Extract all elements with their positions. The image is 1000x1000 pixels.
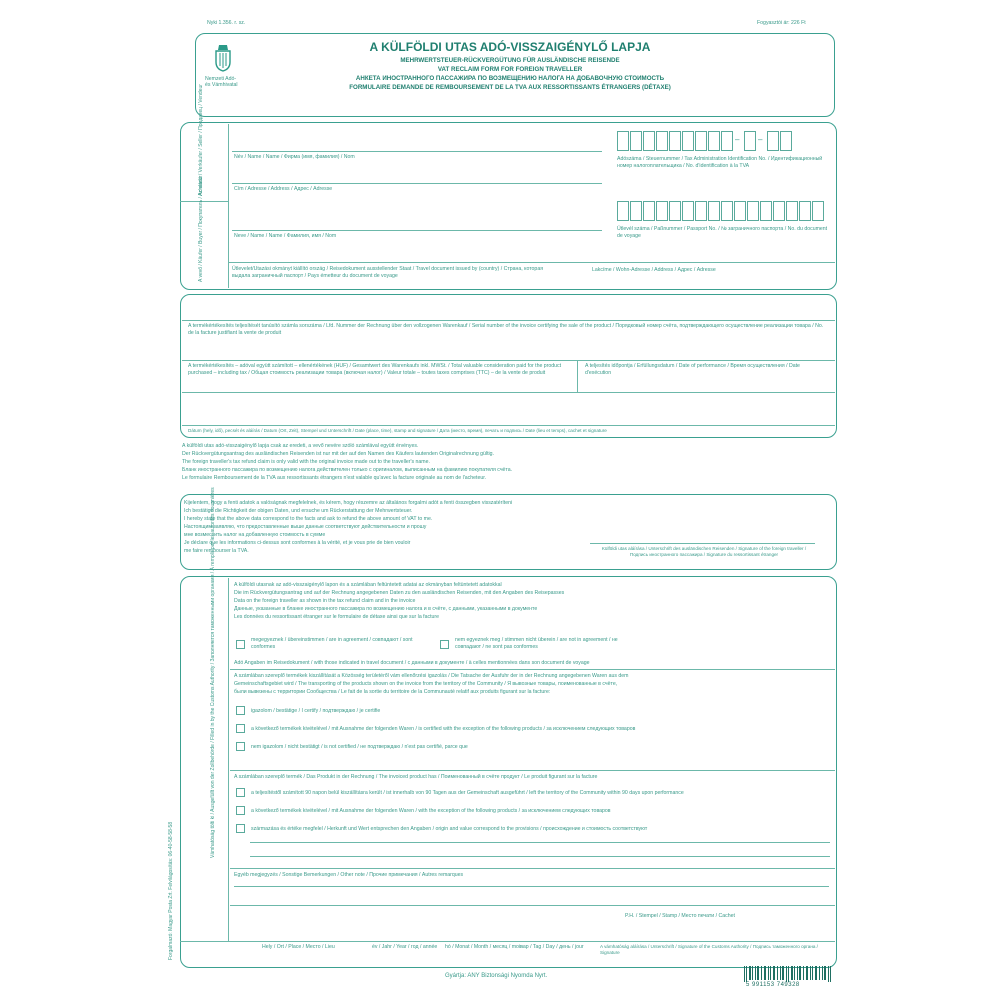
performance-date-label: A teljesítés időpontja / Erfüllungsdatum / Date of performance / Время осуществления / Date d'exécution (585, 363, 800, 376)
date-label-place: Hely / Ort / Place / Место / Lieu (262, 944, 335, 950)
seller-signature-field[interactable] (182, 425, 835, 426)
passport-number-boxes[interactable] (617, 201, 832, 223)
customs-signature-label: A vámhatóság aláírása / Unterschrift / Signature of the Customs Authority / Подпись таможенного органа / Signature (600, 944, 818, 955)
product-exception-checkbox[interactable] (236, 806, 245, 815)
declaration-line-5: мне возместить налог на добавленную стоимость в сумме (184, 532, 326, 538)
notice-line-3: The foreign traveller's tax refund claim is only valid with the original invoice made out to the traveller's name. (182, 459, 430, 465)
tax-id-label: Adószáma / Steuernummer / Tax Administration Identification No. / Идентификационный номер налогоплательщика / No. d'identification à la TVA (617, 156, 823, 169)
logo-text-1: Nemzeti Adó- (205, 76, 237, 82)
tax-id-boxes[interactable]: – – (617, 131, 832, 153)
title-de: MEHRWERTSTEUER-RÜCKVERGÜTUNG FÜR AUSLÄNDISCHE REISENDE (400, 57, 620, 64)
buyer-name-label: Neve / Name / Name / Фамилия, имя / Nom (234, 233, 337, 239)
exit-line-3: были вывезены с территории Сообщества / Le fait de la sortie du territoire de la Communauté relatif aux produits figurant sur la facture: (234, 689, 551, 695)
invoice-serial-field[interactable] (182, 360, 835, 361)
declaration-line-7: me faire rembourser la TVA. (184, 548, 249, 554)
exit-certify-label: igazolom / bestätige / I certify / подтверждаю / je certifie (251, 708, 381, 714)
price-label: Fogyasztói ár: 226 Ft (757, 20, 806, 26)
declaration-line-2: Ich bestätige die Richtigkeit der obigen Daten, und ersuche um Rückerstattung der Mehrwertsteuer. (184, 508, 413, 514)
travel-doc-country-label: Útlevelet/Utazási okmányt kiállító ország / Reisedokument ausstellender Staat / Travel document issued by (country) / Страна, которая выдала заграничный паспорт / Pays émetteur du document de voyage (232, 266, 544, 279)
exit-line-2: Gemeinschaftsgebiet wird / The transporting of the products shown on the invoice from the territory of the Community / Я вывозные товары, поименованные в счёте, (234, 681, 618, 687)
seller-address-label: Cím / Adresse / Address / Адрес / Adresse (234, 186, 333, 192)
customs-intro-3: Data on the foreign traveller as shown in the tax refund claim and in the invoice (234, 598, 416, 604)
form-code: Nyki 1.356. r. sz. (207, 20, 246, 26)
barcode-number: 5 991153 749328 (746, 982, 800, 988)
customs-intro-2: Die im Rückvergütungsantrag und auf der Rechnung angegebenen Daten zu den ausländischen Reisenden, mit den Angaben des Reisepasses (234, 590, 565, 596)
product-exception-label: a következő termékek kivételével / mit Ausnahme der folgenden Waren / with the exception of the following products / за исключением следующих товаров (251, 808, 611, 814)
notice-line-2: Der Rückvergütungsantrag des ausländischen Reisenden ist nur mit der auf den Namen des Käufers lautenden Originalrechnung gültig. (182, 451, 495, 457)
residence-label: Lakcíme / Wohn-Adresse / Address / Адрес / Adresse (592, 267, 716, 273)
product-exported-checkbox[interactable] (236, 788, 245, 797)
traveller-signature-label: Külföldi utas aláírása / Unterschrift des ausländischen Reisenden / Signature of the foreign traveller / Подпись иностранного пассажира / Signature du ressortissant étranger (601, 546, 807, 557)
declaration-line-1: Kijelentem, hogy a fenti adatok a valóságnak megfelelnek, és kérem, hogy részemre az általános forgalmi adót a fenti összegben visszatéríteni (184, 500, 513, 506)
seller-name-label: Név / Name / Name / Фирма (имя, фамилия) / Nom (234, 154, 355, 160)
date-label-year: év / Jahr / Year / год / année (372, 944, 438, 950)
page-title: A KÜLFÖLDI UTAS ADÓ-VISSZAIGÉNYLŐ LAPJA (369, 40, 651, 54)
passport-label: Útlevél száma / Paßnummer / Passport No. / № заграничного паспорта / No. du document de voyage (617, 226, 828, 239)
doc-data-label: Adó Angaben im Reisedokument / with those indicated in travel document / с данными в документе / à celles mentionnées dans son document de voyage (234, 660, 590, 666)
date-label-day: nap / Tag / Day / день / jour (520, 944, 584, 950)
seller-side-label: Az eladó / Verkäufer / Seller / Продавец / Vendeur (198, 84, 204, 196)
sign-line-label: Dátum (hely, idő), pecsét és aláírás / Datum (Ort, Zeit), Stempel und Unterschrift / Date (place, time), stamp and signature / Дата (место, время), печать и подпись / Date (lieu et temps), cachet et signature (188, 428, 607, 433)
buyer-side-label: A vevő / Käufer / Buyer / Покупатель / Acheteur (198, 175, 204, 282)
notice-line-5: Le formulaire Remboursement de la TVA aux ressortissants étrangers n'est valable qu'avec la facture originale au nom de l'acheteur. (182, 475, 487, 481)
customs-side-label: Vámhatóság tölti ki / Ausgefüllt von der Zollbehörde / Filled in by the Customs Authority / Заполняется таможенными органами / À remplir par les autorités douanières (210, 487, 216, 858)
printer-label: Gyártja: ANY Biztonsági Nyomda Nyrt. (445, 973, 548, 979)
other-note-label: Egyéb megjegyzés / Sonstige Bemerkungen / Other note / Прочие примечания / Autres remarques (234, 872, 464, 878)
publisher-vertical: Forgalmazó: Magyar Posta Zrt. Felvilágosítás: 06-40-58-58-58 (168, 821, 174, 960)
exit-line-1: A számlában szereplő termékek kiszállítását a Közösség területéről vám ellenőrzési igazolás / Die Tatsache der Ausfuhr der in der Rechnung angegebenen Waren aus dem (234, 673, 629, 679)
disagree-checkbox[interactable] (440, 640, 449, 649)
declaration-line-6: Je déclare que les informations ci-dessus sont conformes à la vérité, et je vous prie de bien vouloir (184, 540, 411, 546)
exit-not-certify-checkbox[interactable] (236, 742, 245, 751)
seller-name-field[interactable] (232, 183, 602, 184)
agree-label: megegyeznek / übereinstimmen / are in agreement / совпадают / sont conformes (251, 637, 413, 650)
exit-exception-checkbox[interactable] (236, 724, 245, 733)
date-label-month: hó / Monat / Month / месяц / mois (445, 944, 523, 950)
title-en: VAT RECLAIM FORM FOR FOREIGN TRAVELLER (437, 66, 583, 73)
notice-line-1: A külföldi utas adó-visszaigénylő lapja csak az eredeti, a vevő nevére szóló számlával együtt érvényes. (182, 443, 419, 449)
customs-intro-4: Данные, указанные в бланке иностранного пассажира по возмещению налога и в счёте, с данными, указанными в документе (234, 606, 538, 612)
exit-exception-label: a következő termékek kivételével / mit Ausnahme der folgenden Waren / is certified with the exception of the following products / за исключением следующих товаров (251, 726, 636, 732)
title-ru: АНКЕТА ИНОСТРАННОГО ПАССАЖИРА ПО ВОЗМЕЩЕНИЮ НАЛОГА НА ДОБАВОЧНУЮ СТОИМОСТЬ (355, 75, 665, 82)
declaration-line-3: I hereby state that the above data correspond to the facts and ask to refund the above amount of VAT to me. (184, 516, 433, 522)
invoice-serial-label: A termékértékesítés teljesítését tanúsító számla sorszáma / Lfd. Nummer der Rechnung über den vollzogenen Warenkauf / Serial number of the invoice certifying the sale of the product / Порядковый номер счёта, подтверждающего осуществление реализации товара / No. de la facture justifiant la vente de produit (188, 323, 824, 336)
total-value-label: A termékértékesítés – adóval együtt számított – ellenértékének (HUF) / Gesamtwert des Warenkaufs inkl. MWSt. / Total valuable consideration paid for the product purchased – including tax / Общая стоимость реализации товара (включая налог) / Valeur totale – toutes taxes comprises (TTC) – de la vente de produit (188, 363, 562, 376)
agree-checkbox[interactable] (236, 640, 245, 649)
stamp-label: P.H. / Stempel / Stamp / Место печати / Cachet (625, 913, 735, 919)
other-note-field[interactable] (234, 886, 829, 887)
product-exported-label: a teljesítéstől számított 90 napon belül kiszállításra került / ist innerhalb von 90 Tagen aus der Gemeinschaft ausgeführt / left the territory of the Community within 90 days upon performance (251, 790, 684, 796)
total-value-field[interactable] (182, 392, 835, 393)
title-fr: FORMULAIRE DEMANDE DE REMBOURSEMENT DE LA TVA AUX RESSORTISSANTS ÉTRANGERS (DÉTAXE) (349, 84, 671, 91)
customs-intro-1: A külföldi utasnak az adó-visszaigénylő lapon és a számlában feltüntetett adatai az okmányban feltüntetett adatokkal (234, 582, 502, 588)
notice-line-4: Бланк иностранного пассажира по возмещению налога действителен только с оригиналом, выписанным на фамилию покупателя счёта. (182, 467, 513, 473)
barcode (742, 966, 834, 993)
product-heading: A számlában szereplő termék / Das Produkt in der Rechnung / The invoiced product has / Поименованный в счёте продукт / Le produit figurant sur la facture (234, 774, 598, 780)
disagree-label: nem egyeznek meg / stimmen nicht überein / are not in agreement / не совпадают / ne sont pas conformes (455, 637, 618, 650)
product-origin-label: származása és értéke megfelel / Herkunft und Wert entsprechen den Angaben / origin and value correspond to the provisions / происхождение и стоимость соответствуют (251, 826, 648, 832)
customs-intro-5: Les données du ressortissant étranger sur le formulaire de détaxe ainsi que sur la facture (234, 614, 440, 620)
declaration-line-4: Настоящим заявляю, что предоставленные выше данные соответствуют действительности и прошу (184, 524, 427, 530)
product-origin-checkbox[interactable] (236, 824, 245, 833)
traveller-signature-field[interactable] (590, 543, 815, 544)
exit-certify-checkbox[interactable] (236, 706, 245, 715)
logo-text-2: és Vámhivatal (205, 82, 238, 88)
exit-not-certify-label: nem igazolom / nicht bestätigt / is not certified / не подтверждаю / n'est pas certifié, parce que (251, 744, 468, 750)
